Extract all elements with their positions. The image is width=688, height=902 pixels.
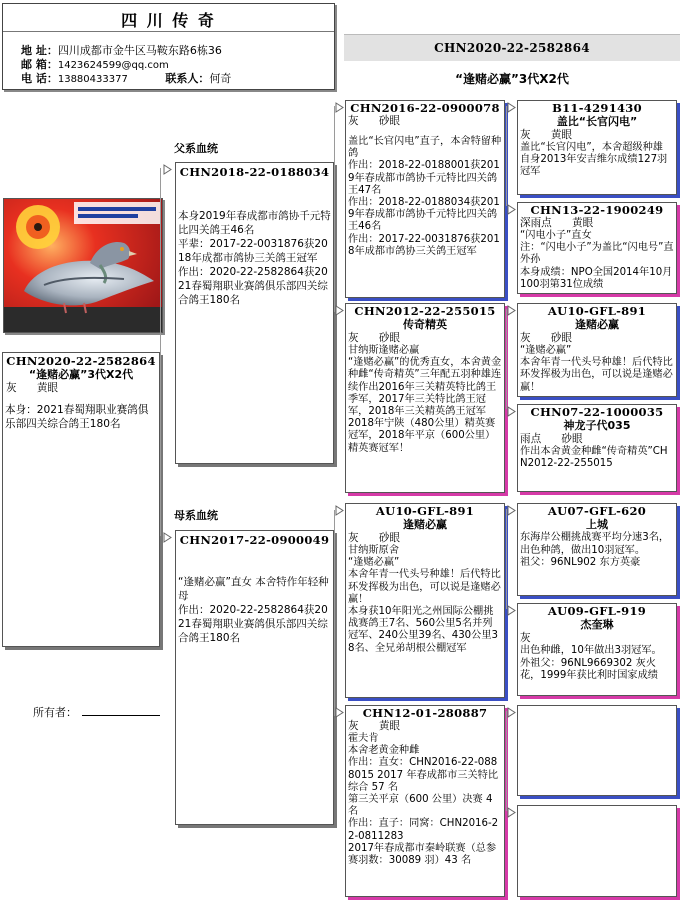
dam-dam-arrow-icon bbox=[335, 707, 345, 718]
title-ring: CHN2020-22-2582864 bbox=[434, 41, 590, 55]
dam-sire-arrow-icon bbox=[335, 505, 345, 516]
owner-line bbox=[82, 715, 160, 716]
dam-sire-sire-text: 东海岸公棚挑战赛平均分速3名，出色种鸽，做出10羽冠军。 祖父：96NL902 东方英豪 bbox=[520, 532, 670, 568]
sire-dam-dam-color: 雨点 bbox=[520, 433, 542, 445]
sire-sire-sire-ring: B11-4291430 bbox=[552, 101, 642, 115]
sire-sire-color: 灰 bbox=[348, 115, 359, 127]
subject-traits bbox=[3, 382, 159, 395]
connector-line bbox=[160, 168, 161, 536]
dam-sire-name: 逢赌必赢 bbox=[403, 518, 447, 531]
sire-card bbox=[175, 162, 334, 464]
header-box bbox=[2, 3, 335, 90]
dam-dam-ring: CHN12-01-280887 bbox=[362, 706, 488, 720]
sire-sire-text: 盖比“长官闪电”直子，本舍特留种鸽 作出：2018-22-0188001获2019年春成都市鸽协千元特比四关鸽王47名 作出：2018-22-0188034获2019年春成都市鸽协千元特比四关鸽王46名 作出：2017-22-0031876获2018年成都市鸽协三关鸽王冠军 bbox=[348, 136, 502, 257]
sire-dam-dam-traits bbox=[518, 433, 676, 446]
dam-sire-sire-ring: AU07-GFL-620 bbox=[547, 504, 647, 518]
dam-line-label: 母系血统 bbox=[174, 509, 218, 522]
dam-sire-color: 灰 bbox=[348, 532, 359, 544]
address-label: 地 址： bbox=[21, 44, 58, 57]
sire-dam-color: 灰 bbox=[348, 332, 359, 344]
sire-dam-dam-eye: 砂眼 bbox=[561, 433, 583, 445]
pigeon-photo-image bbox=[4, 199, 162, 332]
dam-dam-text: 霍夫肯 本舍老黄金种雌 作出：直女：CHN2016-22-0888015 2017 年春成都市三关特比综合 57 名 第三关平京（600 公里）决赛 4 名 作出：直子：同窝：CHN2016-22-0811283 2017年春成都市秦岭联赛（总参赛羽数：30089 羽）43 名 bbox=[348, 733, 499, 867]
phone-value: 13880433377 bbox=[57, 74, 128, 85]
dam-sire-text: 甘纳斯原舍 “逢赌必赢” 本舍年青一代头号种雄！后代特比环发挥极为出色，可以说是逢赌必赢！ 本身获10年阳光之州国际公棚挑战赛鸽王7名、560公里5名并列冠军、240公里39名、430公里38名、全兄弟胡根公棚冠军 bbox=[348, 545, 501, 654]
sire-dam-text: 甘纳斯逢赌必赢 “逢赌必赢”的优秀直女，本舍黄金种雌“传奇精英”三年配五羽种雄连续作出2016年三关精英特比鸽王季军，2017年三关特比鸽王冠军，2018年三关精英鸽王冠军 2018年宁陕（480公里）精英赛冠军，2018年平京（600公里）精英赛冠军！ bbox=[348, 345, 502, 454]
dam-sire-traits bbox=[346, 532, 504, 545]
dam-sire-card bbox=[345, 503, 505, 698]
dam-arrow-icon bbox=[163, 532, 173, 543]
sire-sire-ring: CHN2016-22-0900078 bbox=[350, 101, 500, 115]
dam-sire-dam-arrow-icon bbox=[507, 605, 517, 616]
sire-sire-sire-traits bbox=[518, 129, 676, 142]
sire-dam-sire-traits bbox=[518, 332, 676, 345]
dam-sire-dam-card bbox=[517, 603, 677, 696]
dam-dam-eye: 黄眼 bbox=[378, 720, 400, 732]
dam-text: “逢赌必赢”直女 本舍特作年轻种母 作出：2020-22-2582864获2021春蜀翔职业赛鸽俱乐部四关综合鸽王180名 bbox=[178, 576, 329, 644]
sire-sire-dam-arrow-icon bbox=[507, 204, 517, 215]
owner-label: 所有者： bbox=[33, 706, 77, 719]
email-label: 邮 箱： bbox=[21, 58, 58, 71]
sire-sire-sire-arrow-icon bbox=[507, 102, 517, 113]
sire-sire-dam-eye: 黄眼 bbox=[572, 217, 594, 229]
dam-dam-dam-card bbox=[517, 805, 677, 897]
sire-sire-sire-name: 盖比“长官闪电” bbox=[556, 115, 638, 128]
pigeon-photo bbox=[3, 198, 163, 333]
connector-line bbox=[334, 510, 335, 716]
sire-sire-sire-eye: 黄眼 bbox=[550, 129, 572, 141]
sire-dam-ring: CHN2012-22-255015 bbox=[354, 304, 496, 318]
dam-dam-card bbox=[345, 705, 505, 897]
dam-dam-color: 灰 bbox=[348, 720, 359, 732]
address-value: 四川成都市金牛区马鞍东路6栋36 bbox=[57, 44, 222, 57]
company-name: 四 川 传 奇 bbox=[121, 11, 216, 30]
dam-dam-dam-arrow-icon bbox=[507, 807, 517, 818]
sire-dam-eye: 砂眼 bbox=[378, 332, 400, 344]
email-value: 1423624599@qq.com bbox=[57, 60, 169, 71]
sire-dam-dam-card bbox=[517, 404, 677, 492]
sire-line-label: 父系血统 bbox=[174, 142, 218, 155]
sire-sire-sire-text: 盖比“长官闪电”，本舍超级种雄 自身2013年安吉维尔成绩127羽冠军 bbox=[520, 142, 668, 178]
dam-sire-sire-name: 上城 bbox=[586, 518, 608, 531]
phone-row bbox=[21, 70, 231, 86]
dam-sire-dam-text: 出色种雌，10年做出3羽冠军。 外祖父：96NL9669302 灰火花，1999年获比利时国家成绩 bbox=[520, 645, 662, 681]
dam-dam-sire-arrow-icon bbox=[507, 707, 517, 718]
sire-dam-sire-eye: 砂眼 bbox=[550, 332, 572, 344]
connector-line bbox=[506, 509, 507, 609]
dam-sire-dam-ring: AU09-GFL-919 bbox=[547, 604, 647, 618]
sire-dam-sire-color: 灰 bbox=[520, 332, 531, 344]
sire-dam-sire-card bbox=[517, 303, 677, 397]
subject-name: “逢赌必赢”3代X2代 bbox=[28, 368, 134, 381]
sire-ring: CHN2018-22-0188034 bbox=[179, 165, 330, 179]
sire-text: 本身2019年春成都市鸽协千元特比四关鸽王46名 平辈：2017-22-0031876获2018年成都市鸽协三关鸽王冠军 作出：2020-22-2582864获2021春蜀翔职业赛鸽俱乐部四关综合鸽王180名 bbox=[178, 210, 331, 306]
sire-sire-sire-color: 灰 bbox=[520, 129, 531, 141]
dam-sire-dam-traits bbox=[518, 632, 676, 645]
title-bar bbox=[344, 34, 680, 61]
connector-line bbox=[506, 711, 507, 811]
sire-sire-dam-ring: CHN13-22-1900249 bbox=[530, 203, 664, 217]
sire-sire-eye: 砂眼 bbox=[378, 115, 400, 127]
subject-eye: 黄眼 bbox=[36, 382, 58, 394]
sire-dam-card bbox=[345, 303, 505, 493]
dam-sire-ring: AU10-GFL-891 bbox=[375, 504, 475, 518]
dam-sire-sire-arrow-icon bbox=[507, 505, 517, 516]
dam-sire-eye: 砂眼 bbox=[378, 532, 400, 544]
connector-line bbox=[506, 309, 507, 409]
dam-sire-dam-name: 杰奎琳 bbox=[580, 618, 614, 631]
dam-sire-sire-card bbox=[517, 503, 677, 596]
subject-card bbox=[2, 352, 160, 647]
sire-sire-dam-card bbox=[517, 202, 677, 294]
subject-color: 灰 bbox=[6, 382, 17, 394]
sire-dam-sire-name: 逢赌必赢 bbox=[575, 318, 619, 331]
sire-dam-dam-arrow-icon bbox=[507, 406, 517, 417]
dam-sire-dam-color: 灰 bbox=[520, 632, 531, 644]
sire-dam-dam-ring: CHN07-22-1000035 bbox=[530, 405, 664, 419]
sire-dam-traits bbox=[346, 332, 504, 345]
dam-card bbox=[175, 530, 334, 825]
sire-dam-sire-ring: AU10-GFL-891 bbox=[547, 304, 647, 318]
sire-sire-dam-color: 深雨点 bbox=[520, 217, 552, 229]
sire-sire-traits bbox=[346, 115, 504, 128]
dam-ring: CHN2017-22-0900049 bbox=[179, 533, 330, 547]
subject-text: 本身：2021春蜀翔职业赛鸽俱乐部四关综合鸽王180名 bbox=[5, 404, 149, 430]
contact-label: 联系人： bbox=[165, 72, 210, 85]
sire-dam-name: 传奇精英 bbox=[403, 318, 447, 331]
dam-dam-sire-card bbox=[517, 705, 677, 796]
sire-sire-card bbox=[345, 100, 505, 298]
sire-sire-arrow-icon bbox=[335, 102, 345, 113]
sire-sire-dam-traits bbox=[518, 217, 676, 230]
sire-sire-sire-card bbox=[517, 100, 677, 195]
sire-dam-arrow-icon bbox=[335, 305, 345, 316]
sire-dam-sire-text: “逢赌必赢” 本舍年青一代头号种雄！后代特比环发挥极为出色，可以说是逢赌必赢！ bbox=[520, 345, 673, 393]
title-name: “逢赌必赢”3代X2代 bbox=[455, 72, 569, 86]
sire-arrow-icon bbox=[163, 164, 173, 175]
sire-dam-dam-name: 神龙子代035 bbox=[563, 419, 631, 432]
connector-line bbox=[506, 106, 507, 206]
sire-sire-dam-text: “闪电小子”直女 注：“闪电小子”为盖比“闪电号”直外孙 本身成绩：NPO全国2014年10月100羽第31位成绩 bbox=[520, 230, 674, 290]
subject-ring: CHN2020-22-2582864 bbox=[6, 354, 156, 368]
contact-value: 何奇 bbox=[209, 72, 232, 85]
sire-dam-sire-arrow-icon bbox=[507, 305, 517, 316]
phone-label: 电 话： bbox=[21, 72, 58, 85]
connector-line bbox=[334, 106, 335, 312]
sire-dam-dam-text: 作出本舍黄金种雌“传奇精英”CHN2012-22-255015 bbox=[520, 446, 668, 470]
dam-dam-traits bbox=[346, 720, 504, 733]
